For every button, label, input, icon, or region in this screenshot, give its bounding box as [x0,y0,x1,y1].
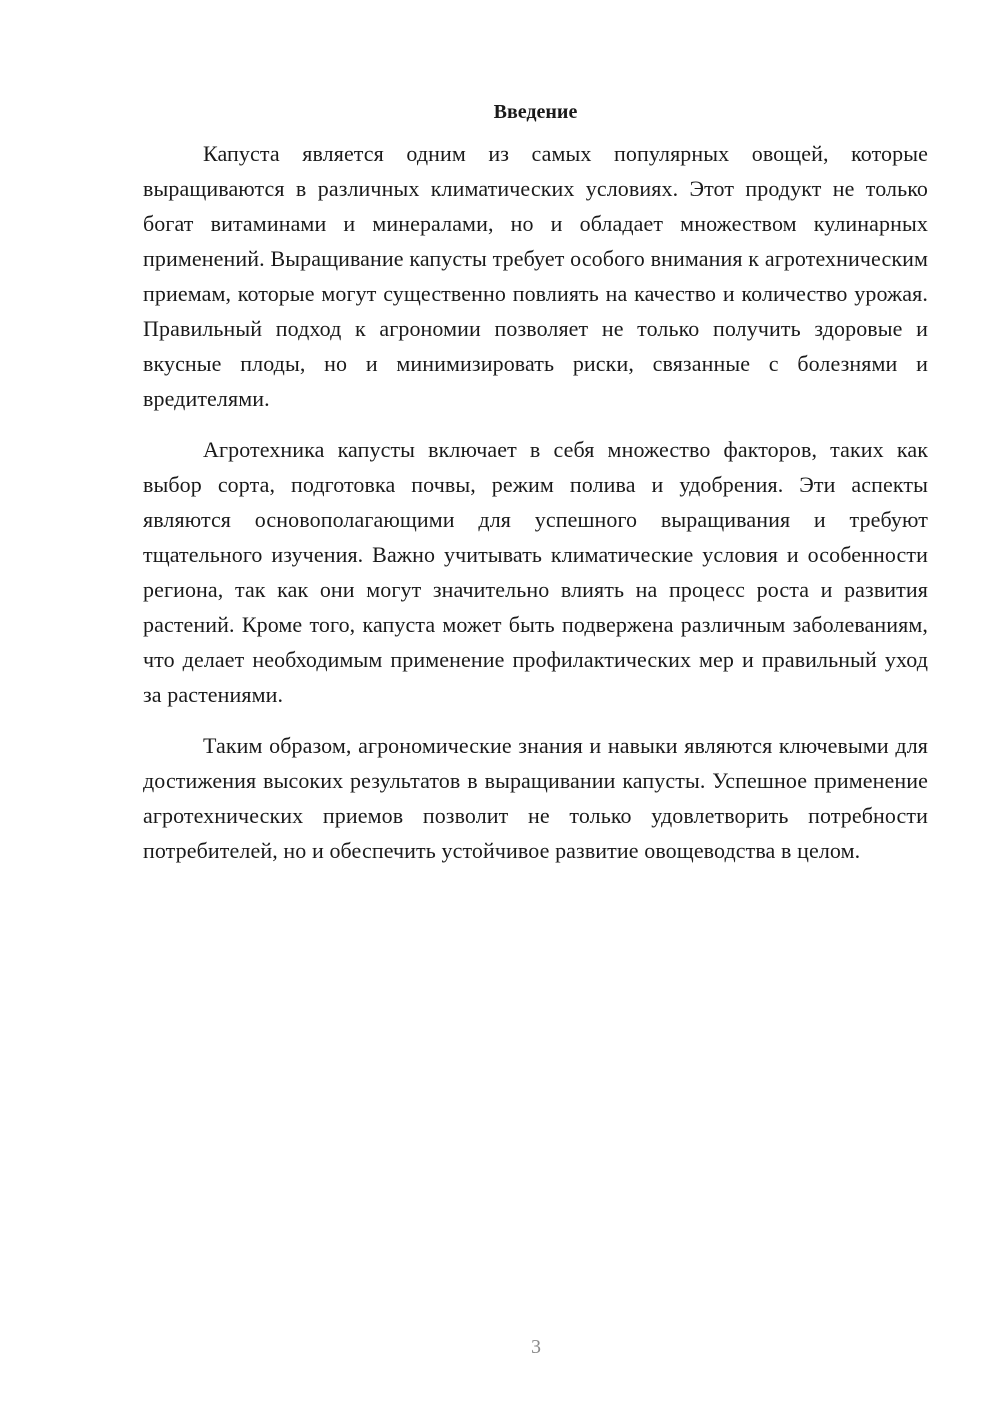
paragraph-2: Агротехника капусты включает в себя множество факторов, таких как выбор сорта, подготовка почвы, режим полива и удобрения. Эти аспекты являются основополагающими для успешного выращивания и требуют тщательного изучения. Важно учитывать климатические условия и особенности региона, так как они могут значительно влиять на процесс роста и развития растений. Кроме того, капуста может быть подвержена различным заболеваниям, что делает необходимым применение профилактических мер и правильный уход за растениями. [143,437,928,707]
paragraph-1: Капуста является одним из самых популярных овощей, которые выращиваются в различных климатических условиях. Этот продукт не только богат витаминами и минералами, но и обладает множеством кулинарных применений. Выращивание капусты требует особого внимания к агротехническим приемам, которые могут существенно повлиять на качество и количество урожая. Правильный подход к агрономии позволяет не только получить здоровые и вкусные плоды, но и минимизировать риски, связанные с болезнями и вредителями. [143,141,928,411]
page-number: 3 [531,1336,541,1358]
page-content [143,98,928,884]
section-heading: Введение [493,101,578,123]
paragraph-3: Таким образом, агрономические знания и навыки являются ключевыми для достижения высоких результатов в выращивании капусты. Успешное применение агротехнических приемов позволит не только удовлетворить потребности потребителей, но и обеспечить устойчивое развитие овощеводства в целом. [143,733,928,863]
